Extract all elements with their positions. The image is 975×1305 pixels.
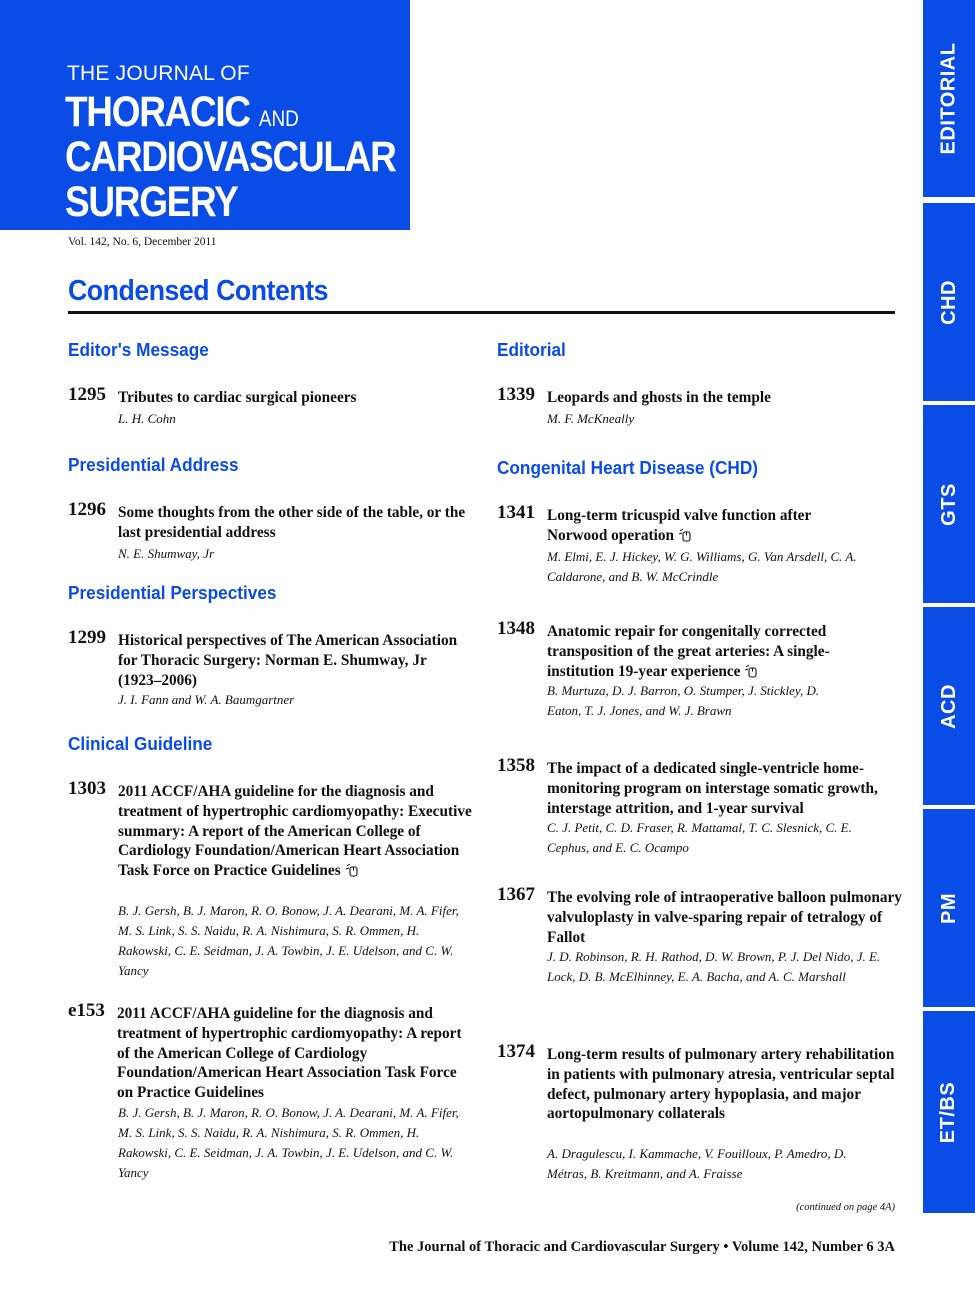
volume-issue-line: Vol. 142, No. 6, December 2011 (68, 236, 217, 248)
section-clinical-guideline: Clinical Guideline (68, 733, 213, 754)
article-authors: B. Murtuza, D. J. Barron, O. Stumper, J. Stickley, D. Eaton, T. J. Jones, and W. J. Brawn (547, 683, 820, 718)
section-presidential-address: Presidential Address (68, 454, 239, 475)
tab-et-bs[interactable]: ET/BS (923, 1011, 975, 1213)
article-title[interactable]: Long-term results of pulmonary artery rehabilitation in patients with pulmonary atresia, ventricular septal defect, pulmonary artery hypoplasia, and major aortopulmonary collaterals (547, 1046, 895, 1123)
article-authors: L. H. Cohn (118, 411, 176, 426)
page-number: 1374 (497, 1041, 535, 1062)
masthead-line-surgery: SURGERY (65, 178, 238, 226)
article-title[interactable]: The evolving role of intraoperative balloon pulmonary valvuloplasty in valve-sparing repair of tetralogy of Fallot (547, 889, 902, 946)
article-authors: B. J. Gersh, B. J. Maron, R. O. Bonow, J. A. Dearani, M. A. Fifer, M. S. Link, S. S. Naidu, R. A. Nishimura, S. R. Ommen, H. Rakowski, C. E. Seidman, J. A. Towbin, J. E. Udelson, and C. W. Yancy (118, 1105, 459, 1180)
article-authors: M. Elmi, E. J. Hickey, W. G. Williams, G. Van Arsdell, C. A. Caldarone, and B. W. McCrindle (547, 549, 857, 584)
article-title[interactable]: 2011 ACCF/AHA guideline for the diagnosis and treatment of hypertrophic cardiomyopathy: A report of the American College of Cardiology Foundation/American Heart Association Task Force on Practice Guidelines (117, 1005, 462, 1102)
article-title[interactable]: Some thoughts from the other side of the table, or the last presidential address (118, 504, 466, 541)
article-authors: J. I. Fann and W. A. Baumgartner (118, 692, 295, 707)
section-editorial: Editorial (497, 339, 566, 360)
article-authors: J. D. Robinson, R. H. Rathod, D. W. Brown, P. J. Del Nido, J. E. Lock, D. B. McElhinney, E. A. Bacha, and A. C. Marshall (547, 949, 881, 984)
page-number: e153 (68, 1000, 105, 1021)
tab-gts[interactable]: GTS (923, 405, 975, 603)
article-authors: C. J. Petit, C. D. Fraser, R. Mattamal, T. C. Slesnick, C. E. Cephus, and E. C. Ocampo (547, 820, 852, 855)
video-icon[interactable] (744, 664, 760, 678)
page-number: 1339 (497, 384, 535, 405)
tab-acd[interactable]: ACD (923, 607, 975, 805)
masthead-line-thoracic: THORACIC AND (65, 88, 299, 136)
continued-note: (continued on page 4A) (796, 1202, 895, 1213)
tab-pm[interactable]: PM (923, 809, 975, 1007)
page-number: 1299 (68, 627, 106, 648)
video-icon[interactable] (345, 863, 361, 877)
section-editors-message: Editor's Message (68, 339, 209, 360)
tab-chd[interactable]: CHD (923, 203, 975, 401)
article-title[interactable]: Historical perspectives of The American Association for Thoracic Surgery: Norman E. Shumway, Jr (1923–2006) (118, 632, 458, 689)
article-authors: N. E. Shumway, Jr (118, 546, 215, 561)
tab-editorial[interactable]: EDITORIAL (923, 0, 975, 197)
masthead-the-journal-of: THE JOURNAL OF (67, 62, 250, 85)
title-divider (68, 311, 895, 314)
page-title: Condensed Contents (68, 275, 329, 307)
section-presidential-perspectives: Presidential Perspectives (68, 582, 277, 603)
article-authors: B. J. Gersh, B. J. Maron, R. O. Bonow, J. A. Dearani, M. A. Fifer, M. S. Link, S. S. Naidu, R. A. Nishimura, S. R. Ommen, H. Rakowski, C. E. Seidman, J. A. Towbin, J. E. Udelson, and C. W. Yancy (118, 903, 459, 978)
article-authors: M. F. McKneally (547, 411, 635, 426)
masthead-and: AND (258, 106, 299, 131)
page-number: 1348 (497, 618, 535, 639)
page-number: 1367 (497, 884, 535, 905)
page-number: 1295 (68, 384, 106, 405)
article-authors: A. Dragulescu, I. Kammache, V. Fouilloux, P. Amedro, D. Métras, B. Kreitmann, and A. Fraisse (547, 1146, 847, 1181)
page-number: 1358 (497, 755, 535, 776)
page-number: 1303 (68, 778, 106, 799)
article-title[interactable]: Anatomic repair for congenitally corrected transposition of the great arteries: A single-institution 19-year experience (547, 623, 830, 680)
page-footer: The Journal of Thoracic and Cardiovascular Surgery • Volume 142, Number 6 3A (389, 1239, 895, 1255)
journal-masthead (0, 0, 410, 230)
video-icon[interactable] (678, 528, 694, 542)
article-title[interactable]: Tributes to cardiac surgical pioneers (118, 389, 357, 406)
article-title[interactable]: Leopards and ghosts in the temple (547, 389, 771, 406)
page-number: 1296 (68, 499, 106, 520)
section-tabs (923, 0, 975, 1213)
section-chd: Congenital Heart Disease (CHD) (497, 457, 759, 478)
article-title[interactable]: The impact of a dedicated single-ventricle home-monitoring program on interstage somatic growth, interstage attrition, and 1-year survival (547, 760, 878, 817)
article-title[interactable]: 2011 ACCF/AHA guideline for the diagnosis and treatment of hypertrophic cardiomyopathy: Executive summary: A report of the American College of Cardiology Foundation/American Heart Association Task Force on Practice Guidelines (118, 783, 472, 880)
page-number: 1341 (497, 502, 535, 523)
masthead-line-cardiovascular: CARDIOVASCULAR (65, 133, 396, 181)
article-title[interactable]: Long-term tricuspid valve function after Norwood operation (547, 507, 811, 544)
